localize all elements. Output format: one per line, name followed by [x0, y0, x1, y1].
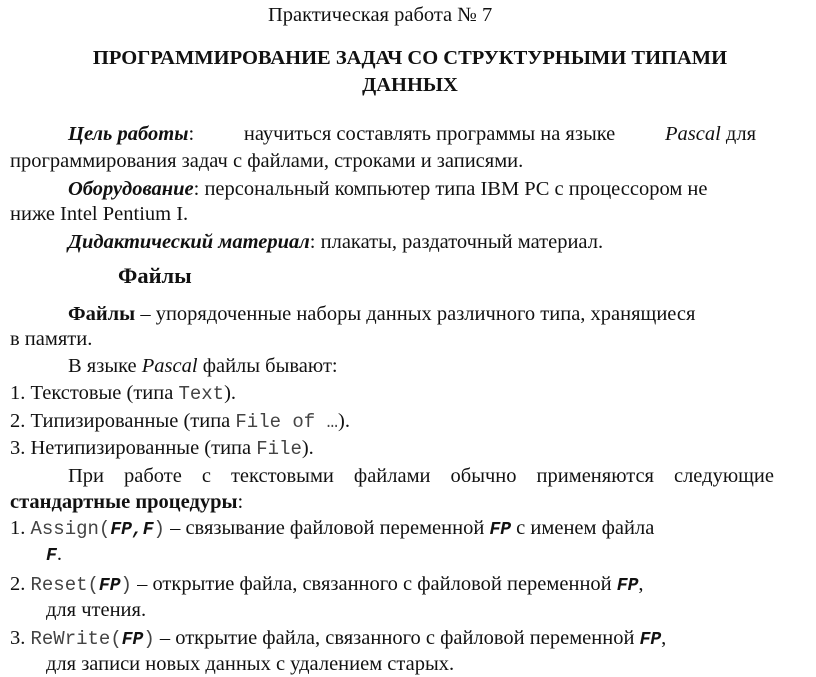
procedure-number: 3.	[10, 627, 26, 649]
procedure-item-rewrite	[10, 625, 666, 653]
goal-text1b: для	[725, 123, 756, 145]
procedure-args: FP	[98, 576, 121, 596]
equipment-line1	[68, 176, 708, 202]
doc-heading: Практическая работа № 7	[268, 4, 493, 26]
pascal-intro-pre: В языке	[68, 355, 137, 377]
procedure-desc-tail: ,	[638, 573, 644, 595]
procedures-intro-line2	[10, 489, 243, 515]
list-item	[10, 435, 314, 462]
procedure-var: FP	[639, 630, 662, 650]
didactic-text: плакаты, раздаточный материал.	[320, 231, 604, 253]
list-item-number: 2.	[10, 410, 26, 432]
list-item-code: Text	[178, 383, 225, 405]
goal-label: Цель работы	[68, 123, 189, 145]
procedure-item-assign	[10, 515, 654, 543]
procedure-name: Reset(	[30, 574, 99, 596]
equipment-line2: ниже Intel Pentium I.	[10, 203, 189, 225]
equipment-colon: :	[193, 178, 200, 200]
procedure-var: FP	[489, 520, 512, 540]
goal-line2: программирования задач с файлами, строками и записями.	[10, 150, 524, 172]
procedures-intro-colon: :	[237, 491, 244, 513]
equipment-text1: персональный компьютер типа IBM PC с процессором не	[204, 178, 708, 200]
goal-colon: :	[188, 123, 195, 145]
list-item-number: 3.	[10, 437, 26, 459]
list-item	[10, 380, 236, 407]
procedure-number: 1.	[10, 517, 26, 539]
list-item-end: ).	[224, 382, 237, 404]
files-def-line2: в памяти.	[10, 328, 93, 350]
procedure-var: FP	[616, 576, 639, 596]
procedure-name: ReWrite(	[30, 628, 122, 650]
procedure-number: 2.	[10, 573, 26, 595]
procedure-var-f: F	[46, 546, 57, 566]
procedures-intro-line1: При работе с текстовыми файлами обычно применяются следующие	[68, 465, 774, 487]
procedure-desc-tail: ,	[661, 627, 667, 649]
procedure-desc: – открытие файла, связанного с файловой переменной	[159, 627, 635, 649]
list-item-code: File	[256, 438, 302, 460]
procedure-desc: – открытие файла, связанного с файловой переменной	[137, 573, 612, 595]
procedure-args: FP,F	[110, 520, 154, 540]
goal-text1a: научиться составлять программы на языке	[243, 123, 616, 145]
procedure-line2-text: .	[56, 543, 62, 565]
procedures-intro-bold: стандартные процедуры	[10, 491, 238, 513]
didactic-colon: :	[309, 231, 316, 253]
procedure-name: Assign(	[30, 518, 111, 540]
doc-title-line2: ДАННЫХ	[362, 74, 458, 96]
list-item-text: Типизированные (типа	[30, 410, 231, 432]
list-item-end: ).	[338, 410, 350, 432]
procedure-close: )	[143, 628, 155, 650]
files-def-text1: – упорядоченные наборы данных различного типа, хранящиеся	[140, 303, 696, 325]
didactic-line	[68, 229, 603, 255]
list-item-end: ).	[301, 437, 314, 459]
list-item-text: Текстовые (типа	[30, 382, 174, 404]
procedure-item-assign-line2	[46, 541, 62, 569]
files-def-line1	[68, 301, 695, 327]
equipment-label: Оборудование	[68, 178, 194, 200]
list-item-number: 1.	[10, 382, 26, 404]
list-item-code: File of …	[235, 411, 339, 433]
procedure-item-reset	[10, 571, 644, 599]
list-item	[10, 408, 350, 435]
procedure-item-rewrite-line2: для записи новых данных с удалением старых.	[46, 653, 455, 675]
procedure-close: )	[153, 518, 165, 540]
section-title: Файлы	[118, 263, 192, 288]
list-item-text: Нетипизированные (типа	[30, 437, 252, 459]
didactic-label: Дидактический материал	[68, 231, 310, 253]
procedure-close: )	[120, 574, 132, 596]
procedure-desc-tail: с именем файла	[516, 517, 655, 539]
goal-lang: Pascal	[664, 123, 721, 145]
pascal-intro-post: файлы бывают:	[202, 355, 338, 377]
doc-title-line1: ПРОГРАММИРОВАНИЕ ЗАДАЧ СО СТРУКТУРНЫМИ ТИПАМИ	[92, 47, 728, 69]
procedure-args: FP	[121, 630, 144, 650]
pascal-intro-lang: Pascal	[141, 355, 198, 377]
files-def-term: Файлы	[68, 303, 136, 325]
goal-line1	[68, 121, 756, 147]
procedure-desc: – связывание файловой переменной	[170, 517, 485, 539]
pascal-intro	[68, 353, 338, 379]
procedure-item-reset-line2: для чтения.	[46, 599, 147, 621]
